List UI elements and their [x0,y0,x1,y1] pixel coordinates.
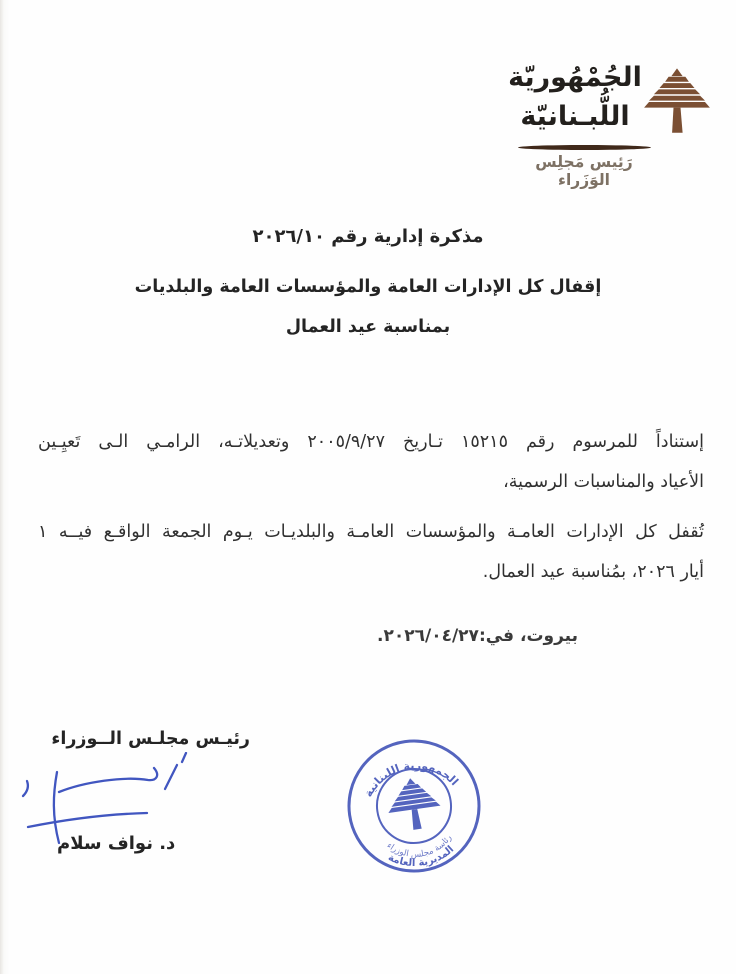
republic-name-line1: الجُمْهُوريّة [508,62,642,93]
paragraph-1-line-1: إستناداً للمرسوم رقم ١٥٢١٥ تـاريخ ٢٠٠٥/٩/٢٧ وتعديلاتـه، الرامـي الـى تَعيِـين [38,432,704,452]
stamp-middle-text: رئاسة مجلس الوزراء [384,833,454,860]
stamp-cedar-icon [384,775,443,833]
signer-name: د. نواف سلام [57,833,176,854]
letterhead-divider [518,145,651,150]
official-stamp [344,736,484,876]
place-and-date-line: بيروت، في:٢٠٢٦/٠٤/٢٧. [377,626,578,646]
stamp-bottom-text: المديرية العامة [386,843,457,870]
memo-title-number: مذكرة إدارية رقم ٢٠٢٦/١٠ [252,226,484,247]
paragraph-2-line-2: أيار ٢٠٢٦، بمُناسبة عيد العمال. [482,562,704,582]
paragraph-1-line-2: الأعياد والمناسبات الرسمية، [503,472,704,492]
paragraph-2-line-1: تُقفل كل الإدارات العامـة والمؤسسات العامـة والبلديـات يـوم الجمعة الواقـع فيــه ١ [38,522,704,542]
republic-name-line2: اللُّبـنانيّة [520,101,630,132]
republic-calligraphy [506,58,644,136]
body-paragraph-2 [38,512,704,592]
memo-title-occasion: بمناسبة عيد العمال [285,317,451,337]
body-paragraph-1 [38,422,704,502]
signature-title: رئيـس مجلـس الــوزراء [51,729,250,749]
memo-title-subject: إقفال كل الإدارات العامة والمؤسسات العامة والبلديات [134,277,602,297]
stamp-top-text: الجمهورية اللبنانية [361,758,461,800]
office-title: رَئِيس مَجلِس الوَزَراء [535,153,633,189]
cedar-tree-icon [642,66,712,138]
